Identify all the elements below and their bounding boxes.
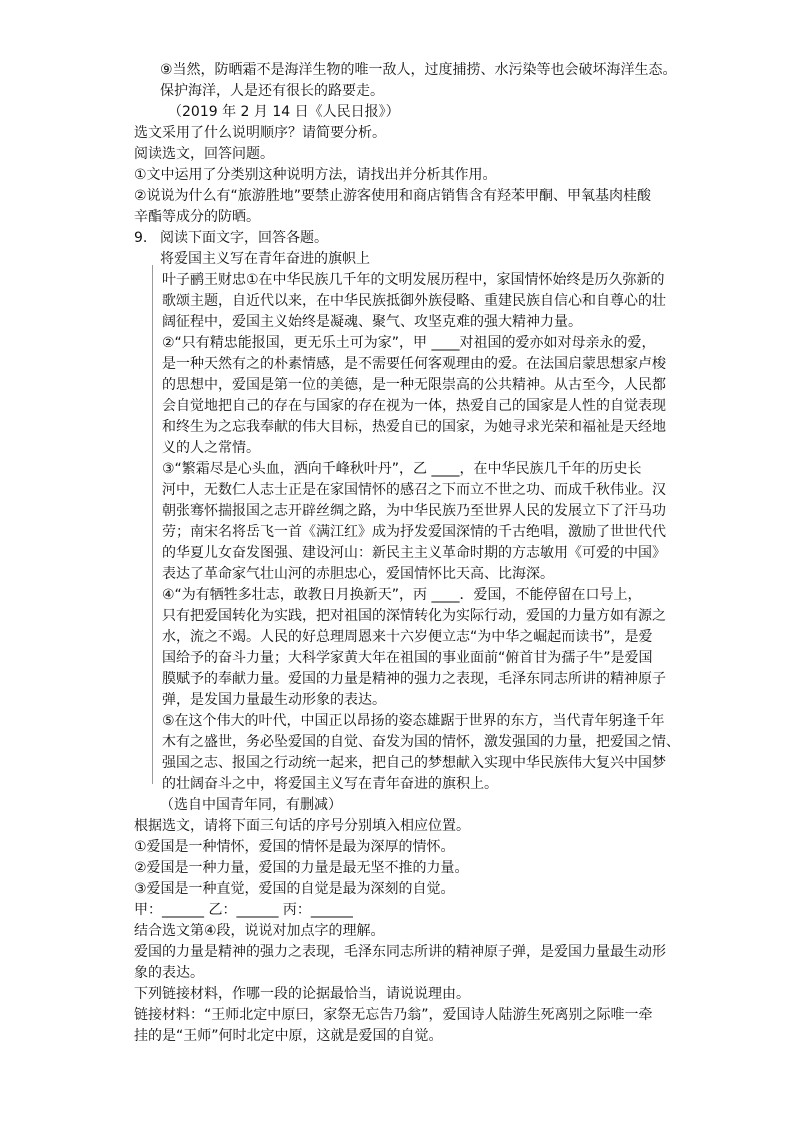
- passage-ending: [0, 60, 794, 123]
- article-line: 的思想中，爱国是第一位的美德，是一种无限崇高的公共精神。从古至今，人民都: [162, 377, 666, 393]
- article-line: 叶子鹂王财忠①在中华民族几千年的文明发展历程中，家国情怀始终是历久弥新的: [162, 272, 665, 288]
- answer-blanks: 甲：______ 乙：______ 丙：______: [134, 902, 353, 918]
- option-line: ③爱国是一种直觉，爱国的自觉是最为深刻的自觉。: [134, 881, 455, 897]
- sub-question: ②说说为什么有“旅游胜地”要禁止游客使用和商店销售含有羟苯甲酮、甲氧基肉桂酸: [134, 188, 652, 204]
- article-line: ③“繁霜尽是心头血，洒向千峰秋叶丹”，乙 ____，在中华民族几千年的历史长: [162, 461, 642, 477]
- source-citation: （2019 年 2 月 14 日《人民日报》）: [168, 104, 400, 120]
- article-line: 弹，是发国力量最生动形象的表达。: [162, 692, 386, 708]
- article-line: 义的人之常情。: [162, 440, 260, 456]
- article-line: ④“为有牺牲多壮志，敢教日月换新天”，丙 ____．爱国，不能停留在口号上，: [162, 587, 642, 603]
- option-line: ②爱国是一种力量，爱国的力量是最无坚不推的力量。: [134, 860, 469, 876]
- article-line: 水，流之不竭。人民的好总理周恩来十六岁便立志“为中华之崛起而读书”，是爱: [162, 629, 653, 645]
- article-line: ②“只有精忠能报国，更无乐土可为家”，甲 ____对祖国的爱亦如对母亲永的爱，: [162, 335, 656, 351]
- article-line: 表达了革命家气壮山河的赤胆忠心，爱国情怀比天高、比海深。: [162, 566, 554, 582]
- link-material: 链接材料：“王师北定中原曰，家祭无忘告乃翁”，爱国诗人陆游生死离别之际唯一牵: [134, 1007, 653, 1023]
- article-body: [0, 270, 794, 795]
- source-citation: （选自中国青年同，有删减）: [160, 797, 342, 813]
- question-9-header: [0, 228, 794, 270]
- article-line: 阔征程中，爱国主义始终是凝魂、聚气、攻坚克难的强大精神力量。: [162, 314, 582, 330]
- article-line: 劳；南宋名将岳飞一首《满江红》成为抒发爱国深情的千古绝唱，激励了世世代代: [162, 524, 666, 540]
- article-line: 会自觉地把自己的存在与国家的存在视为一体，热爱自己的国家是人性的自觉表现: [162, 398, 666, 414]
- question-number: 9.: [134, 230, 148, 246]
- article-line: 木有之盛世，务必坠爱国的自觉、奋发为国的情怀，激发强国的力量，把爱国之情、: [162, 734, 680, 750]
- question-prompt: 结合选文第④段，说说对加点字的理解。: [134, 923, 385, 939]
- question-instruction: 阅读下面文字，回答各题。: [160, 230, 328, 246]
- article-line: ⑤在这个伟大的叶代，中国正以昂扬的姿态雄踞于世界的东方，当代青年躬逢千年: [162, 713, 665, 729]
- option-line: ①爱国是一种情怀，爱国的情怀是最为深厚的情怀。: [134, 839, 455, 855]
- article-title: 将爱国主义写在青年奋进的旗帜上: [160, 251, 370, 267]
- article-line: 的华夏儿女奋发图强、建设河山：新民主主义革命时期的方志敏用《可爱的中国》: [162, 545, 666, 561]
- article-line: 和终生为之忘我奉献的伟大目标，热爱自已的国家，为她寻求光荣和福祉是天经地: [162, 419, 666, 435]
- article-line: 是一种天然有之的朴素情感，是不需要任何客观理由的爱。在法国启蒙思想家卢梭: [162, 356, 666, 372]
- quoted-text: 爱国的力量是精神的强力之表现，毛泽东同志所讲的精神原子弹，是爱国力量最生动形: [134, 944, 666, 960]
- question-prompt: 根据选文，请将下面三句话的序号分别填入相应位置。: [134, 818, 470, 834]
- text-line: ⑨当然，防晒霜不是海洋生物的唯一敌人，过度捕捞、水污染等也会破坏海洋生态。: [160, 62, 677, 78]
- question-9-tail: [0, 795, 794, 1047]
- question-8: [0, 123, 794, 228]
- sub-question: 辛酯等成分的防晒。: [134, 209, 260, 225]
- link-material: 挂的是“王师”何时北定中原，这就是爱国的自觉。: [134, 1028, 443, 1044]
- sub-question: ①文中运用了分类别这种说明方法，请找出并分析其作用。: [134, 167, 497, 183]
- article-line: 歌颂主题，自近代以来，在中华民族抵御外族侵略、重建民族自信心和自尊心的壮: [162, 293, 666, 309]
- question-prompt: 下列链接材料，作哪一段的论据最恰当，请说说理由。: [134, 986, 470, 1002]
- quoted-text: 象的表达。: [134, 965, 204, 981]
- article-line: 膜赋予的奉献力量。爱国的力量是精神的强力之表现，毛泽东同志所讲的精神原子: [162, 671, 666, 687]
- article-line: 河中，无数仁人志士正是在家国情怀的感召之下而立不世之功、而成千秋伟业。汉: [162, 482, 666, 498]
- article-line: 强国之志、报国之行动统一起来，把自己的梦想献入实现中华民族伟大复兴中国梦: [162, 755, 666, 771]
- article-line: 只有把爱国转化为实践，把对祖国的深情转化为实际行动，爱国的力量方如有源之: [162, 608, 666, 624]
- article-line: 朝张骞怀揣报国之志开辟丝绸之路，为中华民族乃至世界人民的发展立下了汗马功: [162, 503, 666, 519]
- question-prompt: 选文采用了什么说明顺序？请简要分析。: [134, 125, 386, 141]
- text-line: 保护海洋，人是还有很长的路要走。: [160, 83, 384, 99]
- article-line: 的壮阔奋斗之中，将爱国主义写在青年奋进的旗积上。: [162, 776, 498, 792]
- article-line: 国给予的奋斗力量；大科学家黄大年在祖国的事业面前“俯首甘为孺子牛”是爱国: [162, 650, 653, 666]
- question-prompt: 阅读选文，回答问题。: [134, 146, 274, 162]
